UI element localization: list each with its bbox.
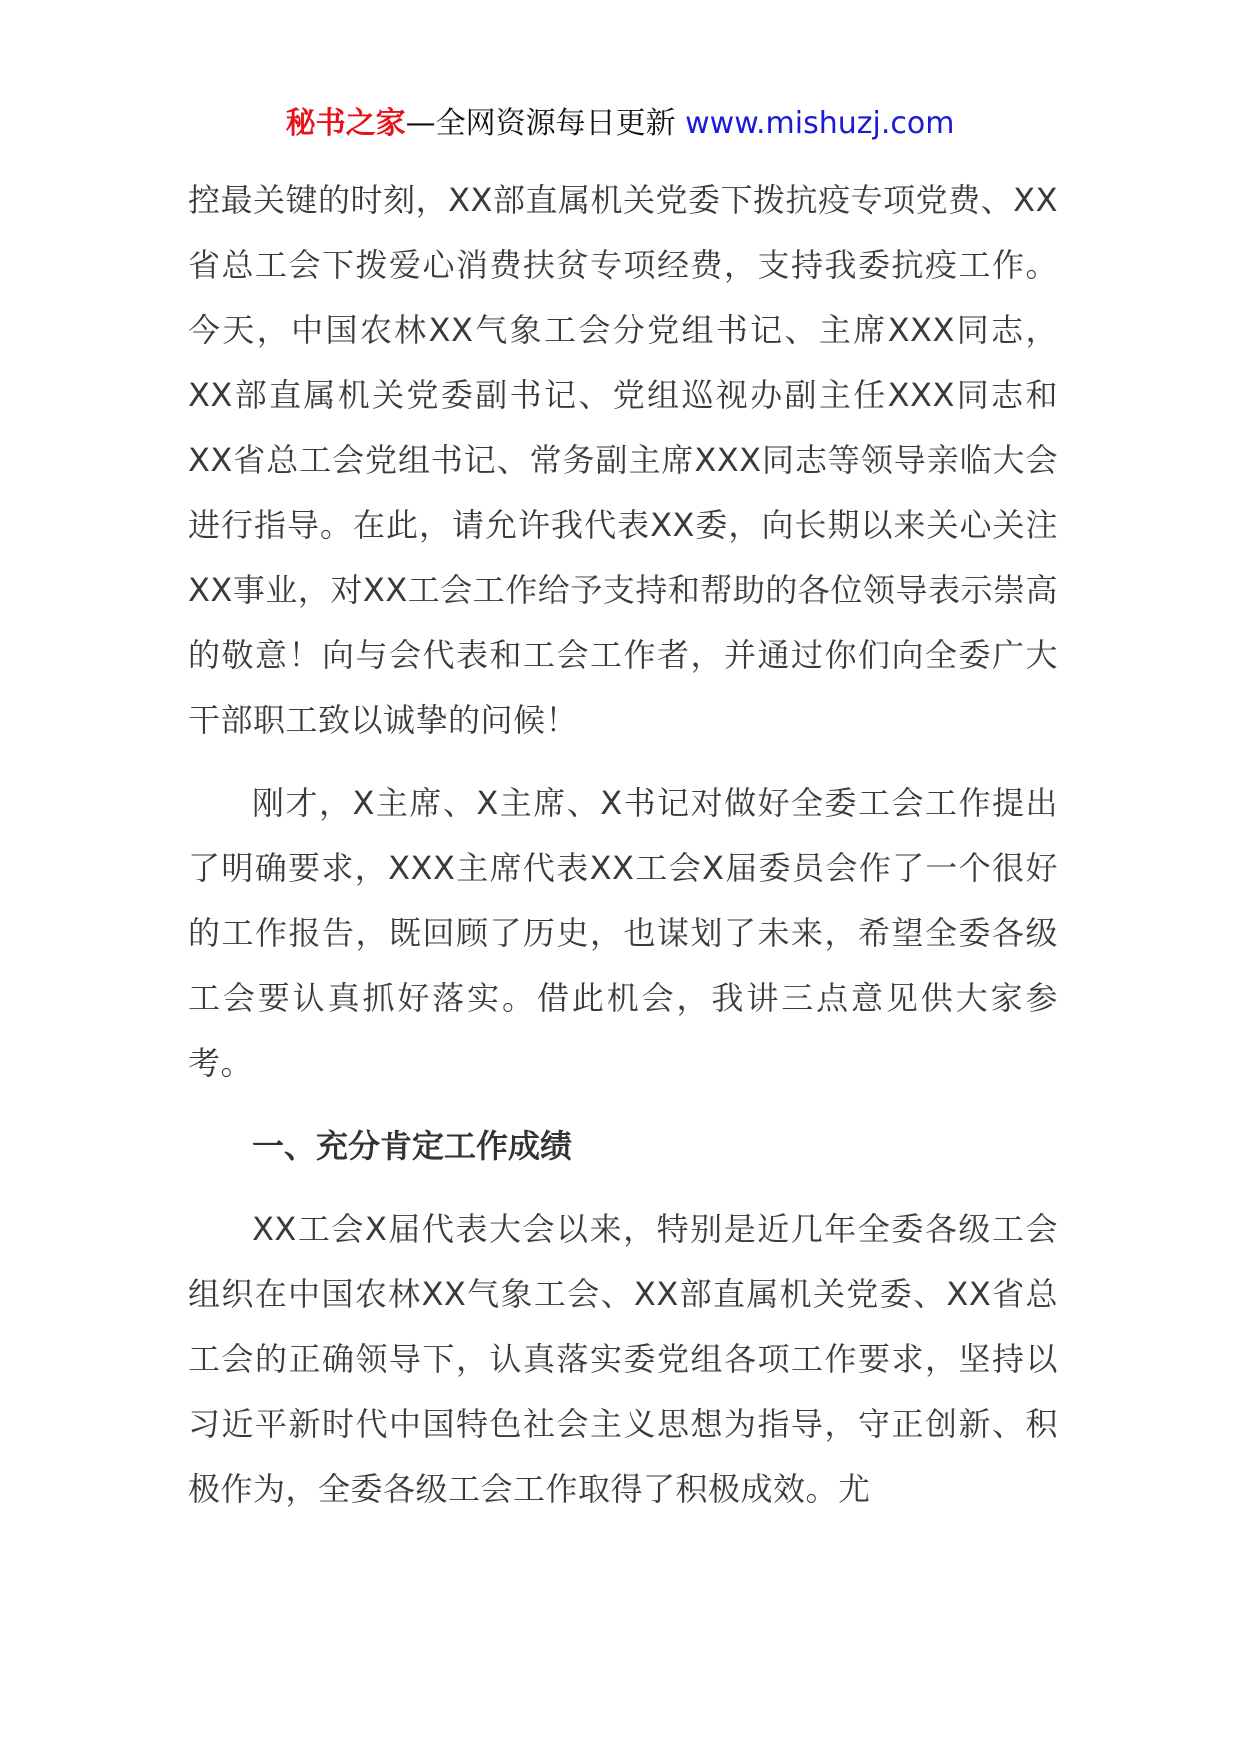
document-body [188,168,1058,1540]
site-header [0,100,1240,148]
paragraph-continued: 控最关键的时刻，XX部直属机关党委下拨抗疫专项党费、XX省总工会下拨爱心消费扶贫专项经费，支持我委抗疫工作。今天，中国农林XX气象工会分党组书记、主席XXX同志，XX部直属机关党委副书记、党组巡视办副主任XXX同志和XX省总工会党组书记、常务副主席XXX同志等领导亲临大会进行指导。在此，请允许我代表XX委，向长期以来关心关注XX事业，对XX工会工作给予支持和帮助的各位领导表示崇高的敬意！向与会代表和工会工作者，并通过你们向全委广大干部职工致以诚挚的问候！ [188,181,1058,739]
site-url-link[interactable]: www.mishuzj.com [685,106,955,141]
header-tagline: —全网资源每日更新 [405,106,676,141]
paragraph: XX工会X届代表大会以来，特别是近几年全委各级工会组织在中国农林XX气象工会、XX部直属机关党委、XX省总工会的正确领导下，认真落实委党组各项工作要求，坚持以习近平新时代中国特色社会主义思想为指导，守正创新、积极作为，全委各级工会工作取得了积极成效。尤 [188,1210,1058,1508]
paragraph: 刚才，X主席、X主席、X书记对做好全委工会工作提出了明确要求，XXX主席代表XX工会X届委员会作了一个很好的工作报告，既回顾了历史，也谋划了未来，希望全委各级工会要认真抓好落实。借此机会，我讲三点意见供大家参考。 [188,784,1058,1082]
section-heading: 一、充分肯定工作成绩 [252,1127,573,1165]
brand-name: 秘书之家 [285,106,406,141]
